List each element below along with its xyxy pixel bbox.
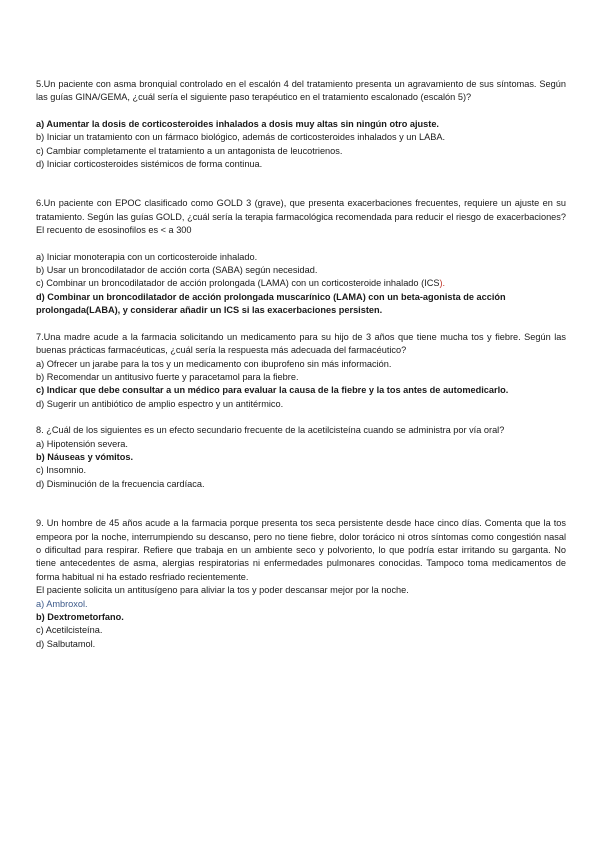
question-7-option-b: b) Recomendar un antitusivo fuerte y paracetamol para la fiebre. [36, 371, 299, 382]
question-9-option-d: d) Salbutamol. [36, 638, 96, 649]
question-7 [36, 331, 566, 411]
document-page [36, 78, 566, 651]
question-7-stem: 7.Una madre acude a la farmacia solicitando un medicamento para su hijo de 3 años que tiene mucha tos y fiebre. Según las buenas prácticas farmacéuticas, ¿cuál sería la respuesta más adecuada del farmacéutico? [36, 331, 566, 356]
question-6-stem: 6.Un paciente con EPOC clasificado como GOLD 3 (grave), que presenta exacerbaciones frecuentes, requiere un ajuste en su tratamiento. Según las guías GOLD, ¿cuál sería la terapia farmacológica recomendada para reducir el riesgo de exacerbaciones? El recuento de esosinofilos es < a 300 [36, 198, 566, 236]
question-6-option-a: a) Iniciar monoterapia con un corticosteroide inhalado. [36, 251, 258, 262]
question-6-option-c-end: ). [439, 278, 446, 289]
question-9 [36, 517, 566, 651]
question-8-option-b: b) Náuseas y vómitos. [36, 451, 134, 462]
question-9-request: El paciente solicita un antitusígeno para aliviar la tos y poder descansar mejor por la noche. [36, 585, 409, 596]
question-7-option-c: c) Indicar que debe consultar a un médico para evaluar la causa de la fiebre y la tos antes de automedicarlo. [36, 385, 509, 396]
question-5-option-b: b) Iniciar un tratamiento con un fármaco biológico, además de corticosteroides inhalados y un LABA. [36, 132, 446, 143]
question-5-option-c: c) Cambiar completamente el tratamiento a un antagonista de leucotrienos. [36, 145, 343, 156]
question-7-option-a: a) Ofrecer un jarabe para la tos y un medicamento con ibuprofeno sin más información. [36, 358, 392, 369]
question-5-stem: 5.Un paciente con asma bronquial controlado en el escalón 4 del tratamiento presenta un agravamiento de sus síntomas. Según las guías GINA/GEMA, ¿cuál sería el siguiente paso terapéutico en el tratamiento escalonado (escalón 5)? [36, 79, 566, 103]
question-9-option-a: a) Ambroxol. [36, 598, 88, 609]
question-8 [36, 424, 566, 491]
question-5-option-a: a) Aumentar la dosis de corticosteroides inhalados a dosis muy altas sin ningún otro ajuste. [36, 118, 439, 129]
question-5 [36, 78, 566, 171]
question-8-option-c: c) Insomnio. [36, 465, 87, 476]
question-6-option-d: d) Combinar un broncodilatador de acción prolongada muscarínico (LAMA) con un beta-agonista de acción prolongada(LABA), y considerar añadir un ICS si las exacerbaciones persisten. [36, 291, 506, 316]
question-6-option-c [36, 277, 566, 290]
question-8-option-a: a) Hipotensión severa. [36, 438, 128, 449]
question-5-option-d: d) Iniciar corticosteroides sistémicos de forma continua. [36, 159, 263, 170]
question-6-option-c-text: c) Combinar un broncodilatador de acción prolongada (LAMA) con un corticosteroide inhalado (ICS [36, 278, 440, 289]
question-7-option-d: d) Sugerir un antibiótico de amplio espectro y un antitérmico. [36, 398, 284, 409]
question-6 [36, 197, 566, 317]
question-9-option-c: c) Acetilcisteína. [36, 625, 103, 636]
question-6-option-b: b) Usar un broncodilatador de acción corta (SABA) según necesidad. [36, 265, 318, 276]
question-8-stem: 8. ¿Cuál de los siguientes es un efecto secundario frecuente de la acetilcisteína cuando se administra por vía oral? [36, 425, 505, 436]
question-9-option-b: b) Dextrometorfano. [36, 612, 124, 622]
question-9-stem: 9. Un hombre de 45 años acude a la farmacia porque presenta tos seca persistente desde hace cinco días. Comenta que la tos empeora por la noche, interrumpiendo su descanso, pero no tiene fiebre, dolor torácico ni otros síntomas como congestión nasal o dificultad para respirar. Refiere que trabaja en un ambiente seco y polvoriento, lo que podría estar irritando su garganta. No tiene antecedentes de asma, alergias respiratorias ni enfermedades pulmonares conocidas. Tampoco toma medicamentos de forma habitual ni ha estado resfriado recientemente. [36, 518, 566, 582]
question-8-option-d: d) Disminución de la frecuencia cardíaca. [36, 478, 205, 489]
